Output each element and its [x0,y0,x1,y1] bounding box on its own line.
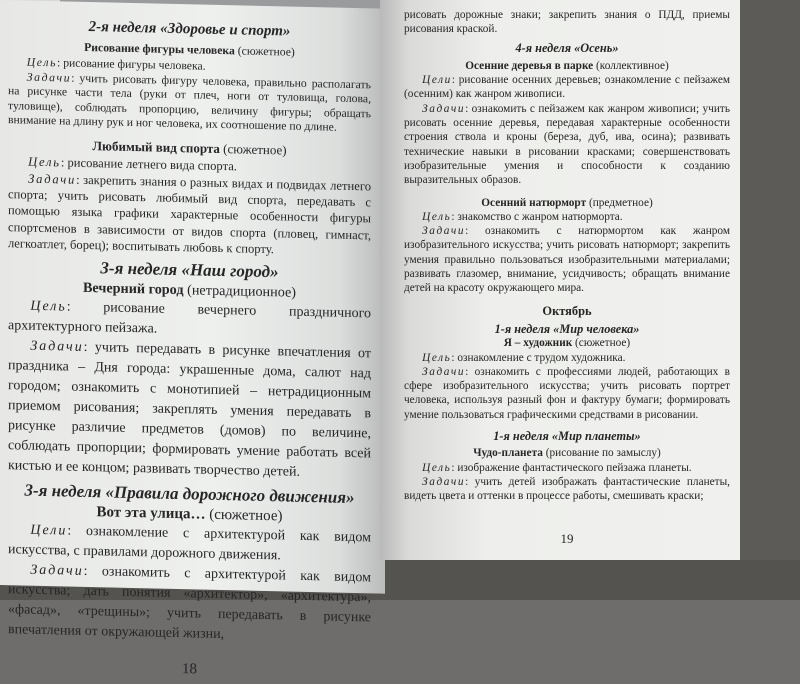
lesson-type: (коллективное) [593,59,669,72]
page-number: 19 [560,530,574,546]
lesson-goal [404,73,730,102]
goal-label: Цель [422,461,452,474]
week-heading: 1-я неделя «Мир человека» [494,321,640,336]
left-page-text [8,16,371,684]
tasks-text: : учить детей изображать фантастические планеты, видеть цвета и оттенки в процессе работы, смешивать краски; [404,475,730,503]
tasks-text: : учить рисовать фигуру человека, правильно располагать на рисунке части тела (руки от плеч, ноги от туловища, голова, туловище), соблюдать пропорцию, величину фигуры; обращать внимание на длину рук и ног человека, их соотношение по длине. [8,71,371,135]
week-heading: 3-я неделя «Правила дорожного движения» [24,480,355,507]
goal-text: : знакомство с жанром натюрморта. [451,210,623,223]
lesson-tasks [8,170,371,260]
tasks-label: Задачи [422,365,466,378]
tasks-text: : ознакомить с натюрмортом как жанром изобразительного искусства; учить рисовать натюрморт; закрепить умения правильно пользоваться изобразительными материалами; развивать глазомер, внимание, усидчивость; обращать внимание детей на красоту окружающего мира. [404,225,730,295]
lesson-goal [404,351,730,365]
goal-text: : рисование летнего вида спорта. [60,155,237,174]
lesson-title: Вечерний город [82,279,184,298]
lesson-title: Осенние деревья в парке [465,59,594,72]
lesson-type: (сюжетное) [572,337,631,350]
lesson-goal [404,210,730,224]
lesson-title: Рисование фигуры человека [84,41,235,58]
tasks-label: Задачи [422,225,466,238]
tasks-text: : учить передавать в рисунке впечатления от праздника – Дня города: украшенные дома, салют над городом; ознакомить с монотипией – нетрадиционным приемом рисования; закреплять умения передавать в рисунке различие предметов (домов) по величине, соблюдать пропорции; формировать умение работать всей кистью и ее концом; развивать творчество детей. [8,339,371,480]
goal-text: : рисование осенних деревьев; ознакомление с пейзажем (осенним) как жанром живописи. [404,74,730,101]
continued-text: рисовать дорожные знаки; закрепить знания о ПДД, приемы рисования краской. [404,9,730,36]
lesson-tasks [404,102,730,188]
lesson-title: Осенний натюрморт [481,196,587,209]
tasks-text: : ознакомить с пейзажем как жанром живописи; учить рисовать осенние деревья, передавая характерные особенности строения ствола и кроны (береза, дуб, ива, осина); развивать технические навыки в рисовании красками; совершенствовать изобразительные умения и способности к созданию выразительных образов. [404,102,730,187]
week-heading: 3-я неделя «Наш город» [100,257,279,281]
lesson-title: Чудо-планета [473,447,543,460]
week-heading: 1-я неделя «Мир планеты» [493,429,641,444]
tasks-label: Задачи [30,338,84,355]
lesson-heading [404,336,730,350]
lesson-tasks [404,365,730,422]
background-right [740,0,800,600]
lesson-tasks [8,70,371,136]
lesson-heading [404,59,730,73]
goal-text: : ознакомление с трудом художника. [451,351,626,364]
goal-text: : рисование фигуры человека. [57,56,206,74]
page-number: 18 [182,661,197,678]
tasks-label: Задачи [30,563,84,580]
lesson-type: (сюжетное) [205,506,283,525]
goal-label: Цели [422,74,452,87]
lesson-tasks [8,561,371,649]
month-heading: Октябрь [542,303,592,318]
goal-label: Цель [422,351,452,364]
lesson-title: Любимый вид спорта [92,138,220,156]
lesson-type: (нетрадиционное) [183,281,297,301]
right-page-text [404,8,730,546]
lesson-type: (рисование по замыслу) [542,447,661,460]
tasks-text: : ознакомить с архитектурой как видом искусства; дать понятия «архитектор», «архитектура», «фасад», «трещины»; учить передавать в рисунке впечатления от окружающей жизни, [8,564,371,643]
goal-label: Цели [30,523,68,539]
lesson-tasks [404,475,730,504]
week-heading: 2-я неделя «Здоровье и спорт» [88,19,291,40]
lesson-goal [404,461,730,475]
goal-label: Цель [26,56,58,70]
tasks-label: Задачи [422,102,466,115]
tasks-label: Задачи [28,171,77,187]
lesson-heading [404,446,730,460]
lesson-title: Я – художник [503,337,573,350]
goal-label: Цель [30,298,67,315]
goal-label: Цель [422,210,452,223]
week-heading: 4-я неделя «Осень» [515,40,619,55]
tasks-label: Задачи [26,70,72,85]
tasks-text: : закрепить знания о разных видах и подвидах летнего спорта; учить рисовать любимый вид спорта, передавать с помощью языка графики характерные особенности фигуры спортсменов в зависимости от видов спорта (пловец, гимнаст, легкоатлет, борец); воспитывать любовь к спорту. [8,172,371,257]
right-page [380,0,740,560]
tasks-text: : ознакомить с профессиями людей, работающих в сфере изобразительного искусства; учить рисовать портрет человека, используя разный фон и фактуру бумаги; формировать умение пользоваться графическими средствами в рисовании. [404,365,730,421]
left-page [0,0,385,678]
lesson-title: Вот эта улица… [96,504,206,523]
lesson-tasks [404,224,730,295]
goal-text: : рисование вечернего праздничного архитектурного пейзажа. [8,299,371,337]
goal-text: : ознакомление с архитектурой как видом искусства, с правилами дорожного движения. [8,523,371,564]
lesson-type: (сюжетное) [219,140,287,158]
lesson-heading [404,196,730,210]
goal-text: : изображение фантастического пейзажа планеты. [451,461,692,474]
goal-label: Цель [28,154,61,170]
lesson-type: (предметное) [586,196,653,209]
tasks-label: Задачи [422,475,466,488]
lesson-type: (сюжетное) [234,44,295,59]
lesson-tasks [8,336,371,484]
